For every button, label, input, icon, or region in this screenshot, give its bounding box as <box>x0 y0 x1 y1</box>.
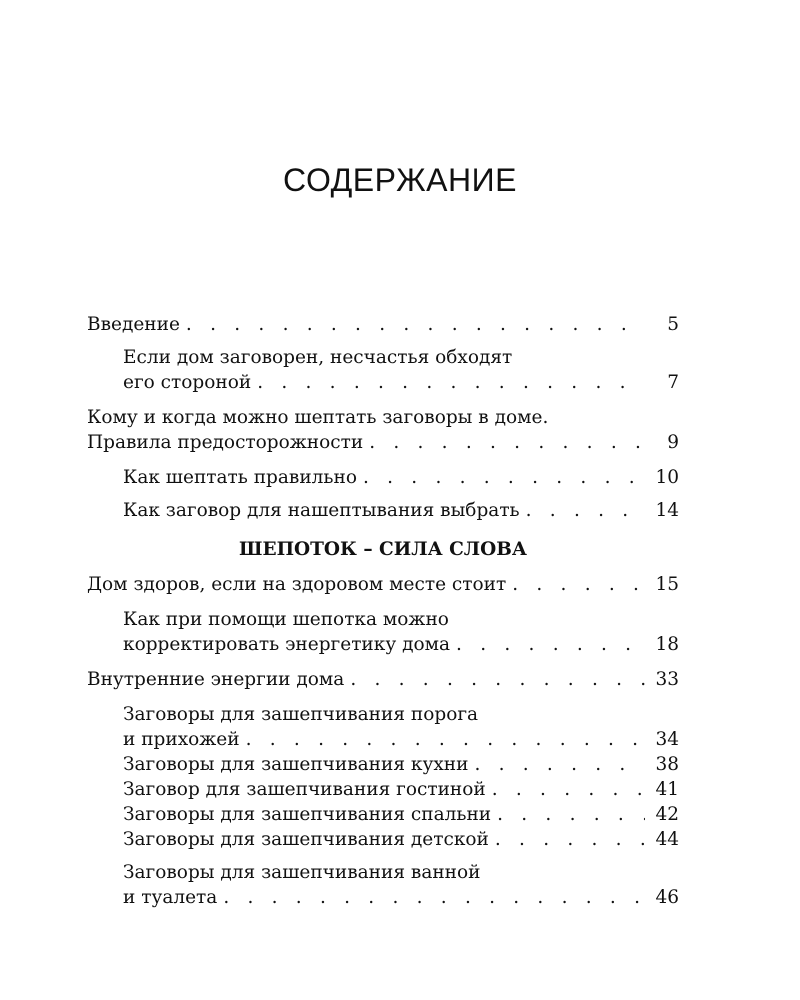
toc-entry-line <box>87 430 679 455</box>
toc-entry-line <box>123 827 679 852</box>
toc-entry-title: Заговоры для зашепчивания порога <box>123 704 479 725</box>
toc-entry-bedroom[interactable] <box>123 802 679 827</box>
toc-entry-title-cont: корректировать энергетику дома <box>123 634 451 655</box>
toc-entry-line <box>87 312 679 337</box>
toc-entry-line <box>87 572 679 597</box>
toc-entry-living-room[interactable] <box>123 777 679 802</box>
toc-entry-kitchen[interactable] <box>123 752 679 777</box>
toc-entry-title-cont: его стороной <box>123 372 252 393</box>
dot-leader <box>468 752 645 777</box>
dot-leader <box>357 465 645 490</box>
toc-entry-title: Если дом заговорен, несчастья обходят <box>123 347 513 368</box>
toc-page-number: 41 <box>655 779 679 800</box>
toc-entry-who-when[interactable] <box>87 405 679 455</box>
toc-entry-line <box>123 885 679 910</box>
toc-page-number: 44 <box>655 829 679 850</box>
toc-entry-title: Как шептать правильно <box>123 467 357 488</box>
toc-entry-healthy-house[interactable] <box>87 572 679 597</box>
toc-page-number: 14 <box>655 500 679 521</box>
toc-entry-title: Заговор для зашепчивания гостиной <box>123 779 486 800</box>
toc-page-number: 42 <box>655 804 679 825</box>
dot-leader <box>450 632 645 657</box>
toc-entry-title: Заговоры для зашепчивания ванной <box>123 862 481 883</box>
toc-entry-line <box>123 465 679 490</box>
toc-entry-title: Заговоры для зашепчивания детской <box>123 829 489 850</box>
toc-entry-line <box>123 498 679 523</box>
toc-entry-inner-energies[interactable] <box>87 667 679 692</box>
toc-entry-threshold[interactable] <box>123 702 679 752</box>
toc-page-number: 18 <box>655 634 679 655</box>
toc-entry-introduction[interactable] <box>87 312 679 337</box>
dot-leader <box>240 727 645 752</box>
dot-leader <box>363 430 645 455</box>
toc-entry-title: Введение <box>87 314 180 335</box>
dot-leader <box>180 312 645 337</box>
toc-entry-title-cont: и туалета <box>123 887 218 908</box>
toc-page-number: 7 <box>667 372 679 393</box>
page-title: СОДЕРЖАНИЕ <box>283 162 517 198</box>
toc-page-number: 38 <box>655 754 679 775</box>
toc-page-number: 33 <box>655 669 679 690</box>
toc-entry-bathroom[interactable] <box>123 860 679 910</box>
dot-leader <box>520 498 645 523</box>
toc-entry-title: Дом здоров, если на здоровом месте стоит <box>87 574 507 595</box>
toc-entry-line <box>87 667 679 692</box>
dot-leader <box>344 667 645 692</box>
toc-page-number: 46 <box>655 887 679 908</box>
toc-entry-title: Внутренние энергии дома <box>87 669 345 690</box>
table-of-contents <box>87 312 679 910</box>
toc-entry-house-charmed[interactable] <box>123 345 679 395</box>
dot-leader <box>217 885 645 910</box>
toc-entry-how-whisper[interactable] <box>123 465 679 490</box>
toc-page-number: 5 <box>667 314 679 335</box>
dot-leader <box>491 802 645 827</box>
dot-leader <box>489 827 645 852</box>
toc-page-number: 34 <box>655 729 679 750</box>
toc-entry-line <box>123 802 679 827</box>
toc-entry-title: Заговоры для зашепчивания спальни <box>123 804 492 825</box>
toc-entry-line <box>123 727 679 752</box>
toc-page-number: 15 <box>655 574 679 595</box>
dot-leader <box>251 370 645 395</box>
toc-entry-title: Кому и когда можно шептать заговоры в доме. <box>87 407 549 428</box>
toc-entry-nursery[interactable] <box>123 827 679 852</box>
toc-entry-line <box>123 777 679 802</box>
toc-entry-title: Заговоры для зашепчивания кухни <box>123 754 469 775</box>
toc-entry-correct-energy[interactable] <box>123 607 679 657</box>
toc-entry-title: Как заговор для нашептывания выбрать <box>123 500 520 521</box>
toc-page-number: 10 <box>655 467 679 488</box>
toc-page-number: 9 <box>667 432 679 453</box>
section-heading: ШЕПОТОК – СИЛА СЛОВА <box>239 539 527 560</box>
dot-leader <box>486 777 645 802</box>
toc-entry-title-cont: Правила предосторожности <box>87 432 364 453</box>
toc-entry-line <box>123 752 679 777</box>
toc-entry-line <box>123 632 679 657</box>
dot-leader <box>506 572 645 597</box>
toc-entry-title: Как при помощи шепотка можно <box>123 609 449 630</box>
toc-entry-choose-charm[interactable] <box>123 498 679 523</box>
toc-entry-line <box>123 370 679 395</box>
toc-entry-title-cont: и прихожей <box>123 729 240 750</box>
